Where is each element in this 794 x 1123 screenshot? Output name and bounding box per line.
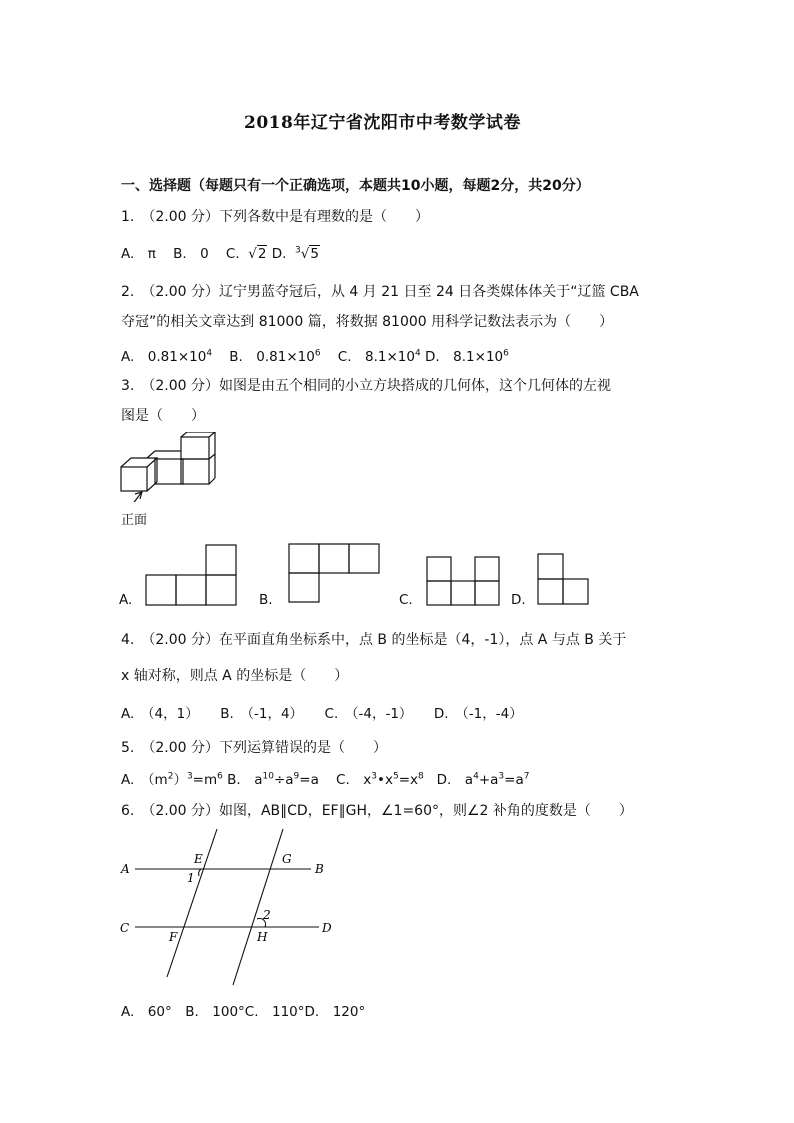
question-1-options — [121, 242, 320, 262]
question-5-options — [121, 768, 529, 788]
angle-2-label: 2 — [263, 908, 271, 922]
q4-option-a: A. （4，1） — [121, 706, 199, 722]
page-title: 2018年辽宁省沈阳市中考数学试卷 — [244, 113, 521, 133]
q5-option-d: D. $a^4+a^3=a^7$ — [436, 771, 530, 788]
q3-option-d-figure — [536, 552, 590, 608]
q1-option-c-label: C. — [225, 246, 240, 262]
q1-option-d-label: D. — [271, 246, 287, 262]
q2-option-d: D. $8.1\times 10^6$ — [424, 348, 509, 365]
q3-option-b-figure — [287, 542, 381, 606]
q4-option-c: C. （-4，-1） — [324, 706, 413, 722]
label-a: A — [121, 862, 130, 876]
q3-option-b-label: B. — [259, 592, 273, 608]
line-gh — [233, 829, 283, 985]
question-1-stem: 1. （2.00 分）下列各数中是有理数的是（ ） — [121, 209, 429, 225]
section-heading: 一、选择题（每题只有一个正确选项，本题共10小题，每题2分，共20分） — [121, 178, 590, 194]
question-6-stem: 6. （2.00 分）如图，AB∥CD，EF∥GH，∠1=60°，则∠2 补角的度数是（ ） — [121, 803, 633, 819]
q3-option-c-figure — [425, 555, 501, 607]
cube-solid-figure — [115, 432, 225, 502]
q1-option-d-radical: $^3$√5 — [295, 245, 319, 262]
q3-option-d-label: D. — [511, 592, 526, 608]
q5-option-b: B. $a^{10}\div a^9=a$ — [227, 771, 319, 788]
question-2-stem-line2: 夺冠”的相关文章达到 81000 篇，将数据 81000 用科学记数法表示为（ ） — [121, 314, 614, 330]
line-ef — [167, 829, 217, 977]
q1-option-c-radical: √2 — [248, 246, 267, 262]
q3-option-a-figure — [144, 544, 238, 608]
q4-option-b: B. （-1，4） — [220, 706, 304, 722]
q2-option-a: A. $0.81\times 10^4$ — [121, 348, 213, 365]
question-4-stem-line1: 4. （2.00 分）在平面直角坐标系中，点 B 的坐标是（4，-1），点 A 与点 B 关于 — [121, 632, 627, 648]
question-3-stem-line2: 图是（ ） — [121, 408, 205, 424]
q3-option-c-label: C. — [399, 592, 413, 608]
question-3-stem-line1: 3. （2.00 分）如图是由五个相同的小立方块搭成的几何体，这个几何体的左视 — [121, 378, 611, 394]
label-b: B — [315, 862, 324, 876]
q5-option-c: C. $x^3•x^5=x^8$ — [336, 771, 424, 788]
label-e: E — [194, 852, 203, 866]
label-d: D — [322, 921, 332, 935]
question-2-options — [121, 345, 509, 365]
question-5-stem: 5. （2.00 分）下列运算错误的是（ ） — [121, 740, 387, 756]
q5-option-a: A. $(m^2)^3=m^6$ — [121, 771, 223, 788]
question-2-stem-line1: 2. （2.00 分）辽宁男蓝夺冠后，从 4 月 21 日至 24 日各类媒体体关于“辽篮 CBA — [121, 284, 639, 300]
q1-option-a: A. π — [121, 246, 156, 262]
front-view-label: 正面 — [121, 513, 148, 528]
label-f: F — [169, 930, 178, 944]
q4-option-d: D. （-1，-4） — [433, 706, 523, 722]
q3-option-a-label: A. — [119, 592, 133, 608]
question-4-options — [121, 702, 523, 722]
q1-option-b: B. 0 — [173, 246, 209, 262]
label-g: G — [282, 852, 292, 866]
q2-option-b: B. $0.81\times 10^6$ — [229, 348, 321, 365]
angle-1-arc — [199, 869, 201, 876]
parallel-lines-figure — [115, 825, 345, 990]
q2-option-c: C. $8.1\times 10^4$ — [337, 348, 421, 365]
question-6-options: A. 60° B. 100°C. 110°D. 120° — [121, 1004, 366, 1020]
label-h: H — [257, 930, 268, 944]
angle-1-label: 1 — [187, 871, 195, 885]
label-c: C — [120, 921, 130, 935]
question-4-stem-line2: x 轴对称，则点 A 的坐标是（ ） — [121, 668, 349, 684]
